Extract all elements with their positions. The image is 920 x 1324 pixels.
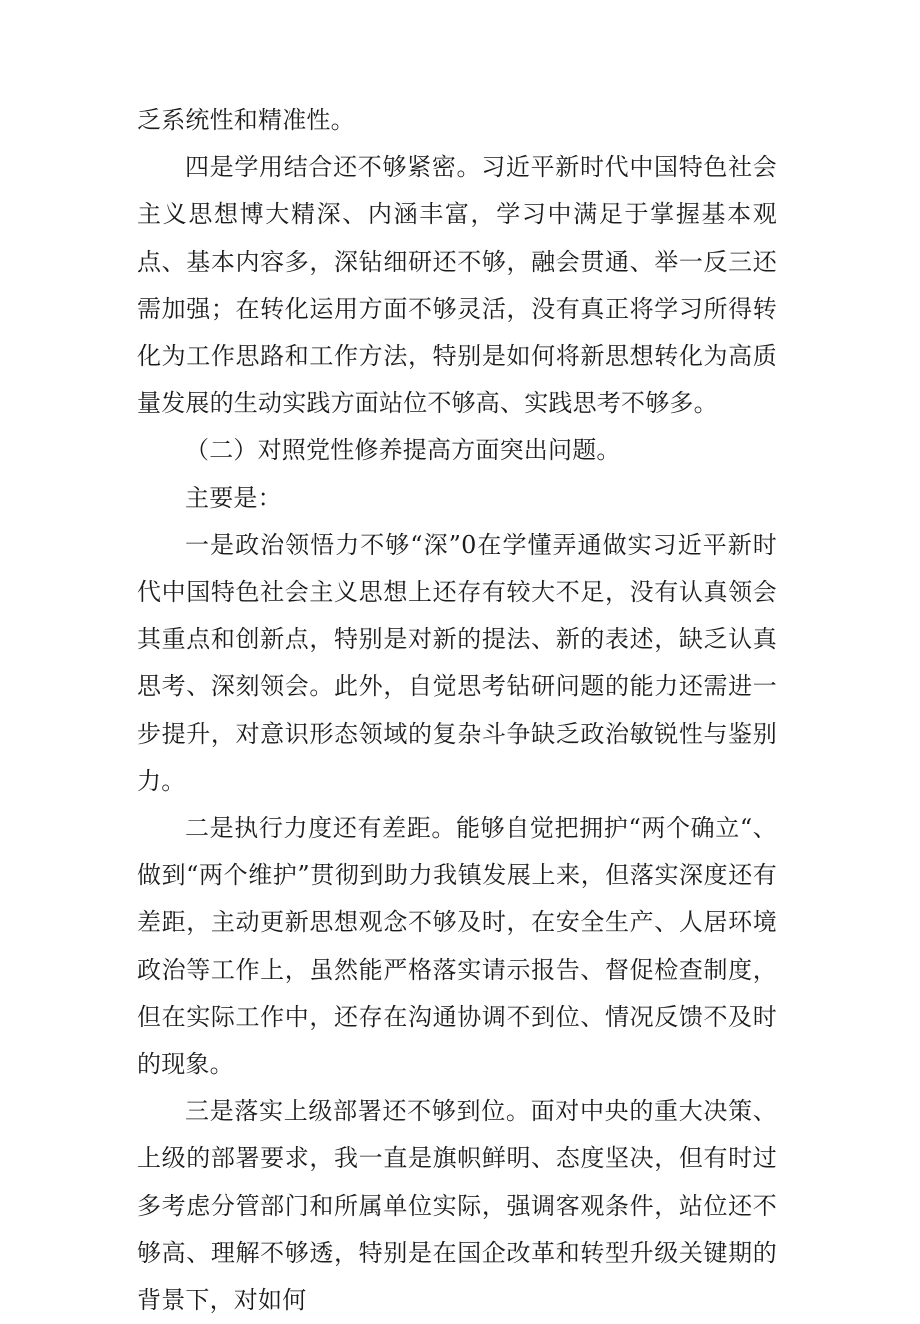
document-body xyxy=(137,97,777,1324)
paragraph-point-three: 三是落实上级部署还不够到位。面对中央的重大决策、上级的部署要求，我一直是旗帜鲜明、态度坚决，但有时过多考虑分管部门和所属单位实际，强调客观条件，站位还不够高、理解不够透，特别是在国企改革和转型升级关键期的背景下，对如何 xyxy=(137,1097,777,1315)
paragraph-point-one: 一是政治领悟力不够“深”0在学懂弄通做实习近平新时代中国特色社会主义思想上还存有较大不足，没有认真领会其重点和创新点，特别是对新的提法、新的表述，缺乏认真思考、深刻领会。此外，自觉思考钻研问题的能力还需进一步提升，对意识形态领域的复杂斗争缺乏政治敏锐性与鉴别力。 xyxy=(137,530,777,795)
paragraph-point-two: 二是执行力度还有差距。能够自觉把拥护“两个确立“、做到“两个维护”贯彻到助力我镇发展上来，但落实深度还有差距，主动更新思想观念不够及时，在安全生产、人居环境政治等工作上，虽然能严格落实请示报告、督促检查制度，但在实际工作中，还存在沟通协调不到位、情况反馈不及时的现象。 xyxy=(137,814,777,1079)
paragraph-intro: 主要是： xyxy=(185,483,282,512)
paragraph-point-four: 四是学用结合还不够紧密。习近平新时代中国特色社会主义思想博大精深、内涵丰富，学习中满足于掌握基本观点、基本内容多，深钻细研还不够，融会贯通、举一反三还需加强；在转化运用方面不够灵活，没有真正将学习所得转化为工作思路和工作方法，特别是如何将新思想转化为高质量发展的生动实践方面站位不够高、实践思考不够多。 xyxy=(137,153,777,418)
paragraph-continuation: 乏系统性和精准性。 xyxy=(137,106,355,134)
section-heading-party-spirit: （二）对照党性修养提高方面突出问题。 xyxy=(185,436,621,465)
